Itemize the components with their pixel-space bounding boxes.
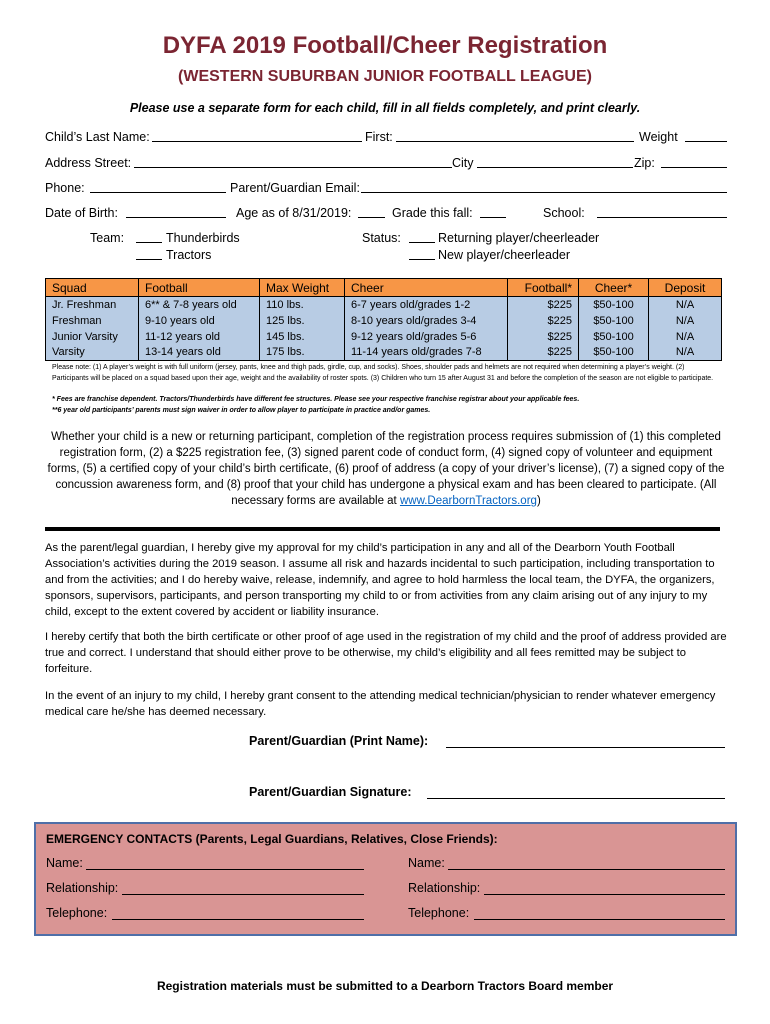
status-returning-checkbox[interactable] [409, 229, 435, 243]
contact2-relationship-label: Relationship: [408, 881, 481, 895]
cell-football: 13-14 years old [139, 345, 260, 361]
cell-cheer-fee: $50-100 [579, 297, 649, 313]
cell-football: 9-10 years old [139, 313, 260, 329]
name-row [45, 128, 727, 146]
age-label: Age as of 8/31/2019: [236, 206, 352, 220]
status-label: Status: [362, 231, 401, 245]
forms-link[interactable]: www.DearbornTractors.org [399, 495, 537, 507]
header-football: Football [139, 279, 260, 297]
cell-deposit: N/A [649, 329, 722, 345]
waiver-paragraph: As the parent/legal guardian, I hereby give my approval for my child’s participation in any and all of the Dearborn Youth Football Association’s activities during the 2019 season. I assume all risk and hazards incidental to such participation, including transportation to and from the activities; and I do hereby waive, release, indemnify, and agree to hold harmless the local team, the DYFA, the organizers, sponsors, supervisors, participants, and person transporting my child to or from activities from any claim arising out of any injury to my child, except to the extent covered by accident or liability insurance. [45, 542, 715, 618]
cell-cheer-fee: $50-100 [579, 313, 649, 329]
email-label: Parent/Guardian Email: [230, 181, 360, 195]
cell-football-fee: $225 [508, 313, 579, 329]
signature-label: Parent/Guardian Signature: [249, 785, 412, 799]
email-field[interactable] [361, 179, 727, 193]
cell-deposit: N/A [649, 313, 722, 329]
cell-squad: Varsity [46, 345, 139, 361]
cell-max-weight: 145 lbs. [260, 329, 345, 345]
status-new-checkbox[interactable] [409, 246, 435, 260]
city-label: City [452, 156, 474, 170]
team-status-row-2 [45, 246, 727, 264]
emergency-title: EMERGENCY CONTACTS (Parents, Legal Guardians, Relatives, Close Friends): [46, 832, 498, 846]
address-label: Address Street: [45, 156, 132, 170]
cell-cheer: 11-14 years old/grades 7-8 [345, 345, 508, 361]
header-football-fee: Football* [508, 279, 579, 297]
header-squad: Squad [46, 279, 139, 297]
cell-cheer: 8-10 years old/grades 3-4 [345, 313, 508, 329]
table-row [46, 329, 722, 345]
team-thunderbirds-label: Thunderbirds [166, 231, 240, 245]
signature-field[interactable] [427, 785, 725, 799]
registration-process [45, 429, 727, 509]
phone-label: Phone: [45, 181, 85, 195]
contact1-relationship-label: Relationship: [46, 881, 119, 895]
address-field[interactable] [134, 154, 452, 168]
header-max-weight: Max Weight [260, 279, 345, 297]
contact-row [45, 179, 727, 197]
footer-note: Registration materials must be submitted to a Dearborn Tractors Board member [156, 979, 614, 993]
process-end: ) [536, 495, 541, 507]
cell-deposit: N/A [649, 345, 722, 361]
cell-max-weight: 125 lbs. [260, 313, 345, 329]
team-tractors-label: Tractors [166, 248, 212, 262]
last-name-label: Child’s Last Name: [45, 130, 150, 144]
team-thunderbirds-checkbox[interactable] [136, 229, 162, 243]
process-text: Whether your child is a new or returning participant, completion of the registration process requires submission of (1) this completed registration form, (2) a $225 registration fee, (3) signed parent code of conduct form, (4) signed copy of volunteer and equipment forms, (5) a certified copy of your child’s birth certificate, (6) proof of address (a copy of your driver’s license), (7) a signed copy of the concussion awareness form, and (8) proof that your child has undergone a physical exam and has been cleared to participate. (All necessary forms are available at [47, 431, 725, 507]
header-cheer-fee: Cheer* [579, 279, 649, 297]
weight-field[interactable] [685, 128, 727, 142]
section-divider [45, 527, 720, 531]
first-name-label: First: [365, 130, 393, 144]
table-row [46, 297, 722, 313]
status-new-label: New player/cheerleader [438, 248, 571, 262]
emergency-contacts-box [34, 822, 737, 936]
age-field[interactable] [358, 204, 385, 218]
team-label: Team: [90, 231, 125, 245]
cell-squad: Freshman [46, 313, 139, 329]
cell-football-fee: $225 [508, 329, 579, 345]
squad-table-header [46, 279, 722, 297]
contact1-telephone-field[interactable] [112, 906, 364, 920]
table-row [46, 345, 722, 361]
zip-label: Zip: [634, 156, 655, 170]
team-tractors-checkbox[interactable] [136, 246, 162, 260]
contact1-name-label: Name: [46, 856, 83, 870]
grade-field[interactable] [480, 204, 506, 218]
zip-field[interactable] [661, 154, 727, 168]
contact2-telephone-field[interactable] [474, 906, 725, 920]
cell-max-weight: 175 lbs. [260, 345, 345, 361]
fee-note: * Fees are franchise dependent. Tractors/Thunderbirds have different fee structures. Please see your respective franchise registrar about your applicable fees. [52, 396, 580, 403]
cell-football-fee: $225 [508, 345, 579, 361]
status-returning-label: Returning player/cheerleader [438, 231, 600, 245]
header-cheer: Cheer [345, 279, 508, 297]
table-row [46, 313, 722, 329]
cell-squad: Jr. Freshman [46, 297, 139, 313]
cell-football-fee: $225 [508, 297, 579, 313]
cell-max-weight: 110 lbs. [260, 297, 345, 313]
medical-consent-paragraph: In the event of an injury to my child, I hereby grant consent to the attending medical technician/physician to render whatever emergency medical care he/she has deemed necessary. [45, 690, 716, 718]
cell-squad: Junior Varsity [46, 329, 139, 345]
weight-label: Weight [639, 130, 678, 144]
cell-cheer: 6-7 years old/grades 1-2 [345, 297, 508, 313]
form-title: DYFA 2019 Football/Cheer Registration [162, 32, 608, 59]
contact1-name-field[interactable] [86, 856, 364, 870]
please-note: Please note: (1) A player’s weight is with full uniform (jersey, pants, knee and thigh pads, girdle, cup, and socks). Shoes, shoulder pads and helmets are not required when determining a player’s weight. (2) Participants will be placed on a squad based upon their age, weight and the availability of roster spots. (3) Children who turn 15 after August 31 and before the completion of the season are not eligible to participate. [52, 364, 714, 382]
form-instructions: Please use a separate form for each child, fill in all fields completely, and print clearly. [129, 101, 641, 115]
team-status-row-1 [45, 229, 727, 247]
print-name-label: Parent/Guardian (Print Name): [249, 734, 429, 748]
dob-field[interactable] [126, 204, 226, 218]
contact1-telephone-label: Telephone: [46, 906, 108, 920]
contact2-name-label: Name: [408, 856, 445, 870]
dob-row [45, 204, 727, 222]
contact1-relationship-field[interactable] [122, 881, 364, 895]
contact2-telephone-label: Telephone: [408, 906, 470, 920]
contact2-name-field[interactable] [448, 856, 725, 870]
cell-football: 6** & 7-8 years old [139, 297, 260, 313]
address-row [45, 154, 727, 172]
form-subtitle: (WESTERN SUBURBAN JUNIOR FOOTBALL LEAGUE) [178, 68, 592, 85]
school-field[interactable] [597, 204, 727, 218]
cell-cheer-fee: $50-100 [579, 345, 649, 361]
grade-label: Grade this fall: [392, 206, 473, 220]
contact2-relationship-field[interactable] [484, 881, 725, 895]
first-name-field[interactable] [396, 128, 634, 142]
cell-cheer: 9-12 years old/grades 5-6 [345, 329, 508, 345]
print-name-field[interactable] [446, 734, 725, 748]
certification-paragraph: I hereby certify that both the birth certificate or other proof of age used in the registration of my child and the proof of address provided are true and correct. I understand that should either prove to be otherwise, my child’s eligibility and all fees remitted may be subject to forfeiture. [45, 631, 727, 675]
last-name-field[interactable] [152, 128, 362, 142]
school-label: School: [543, 206, 585, 220]
phone-field[interactable] [90, 179, 226, 193]
dob-label: Date of Birth: [45, 206, 118, 220]
waiver-note: **6 year old participants’ parents must sign waiver in order to allow player to participate in practice and/or games. [52, 407, 431, 414]
header-deposit: Deposit [649, 279, 722, 297]
cell-cheer-fee: $50-100 [579, 329, 649, 345]
city-field[interactable] [477, 154, 633, 168]
cell-deposit: N/A [649, 297, 722, 313]
cell-football: 11-12 years old [139, 329, 260, 345]
squad-table [45, 278, 722, 361]
